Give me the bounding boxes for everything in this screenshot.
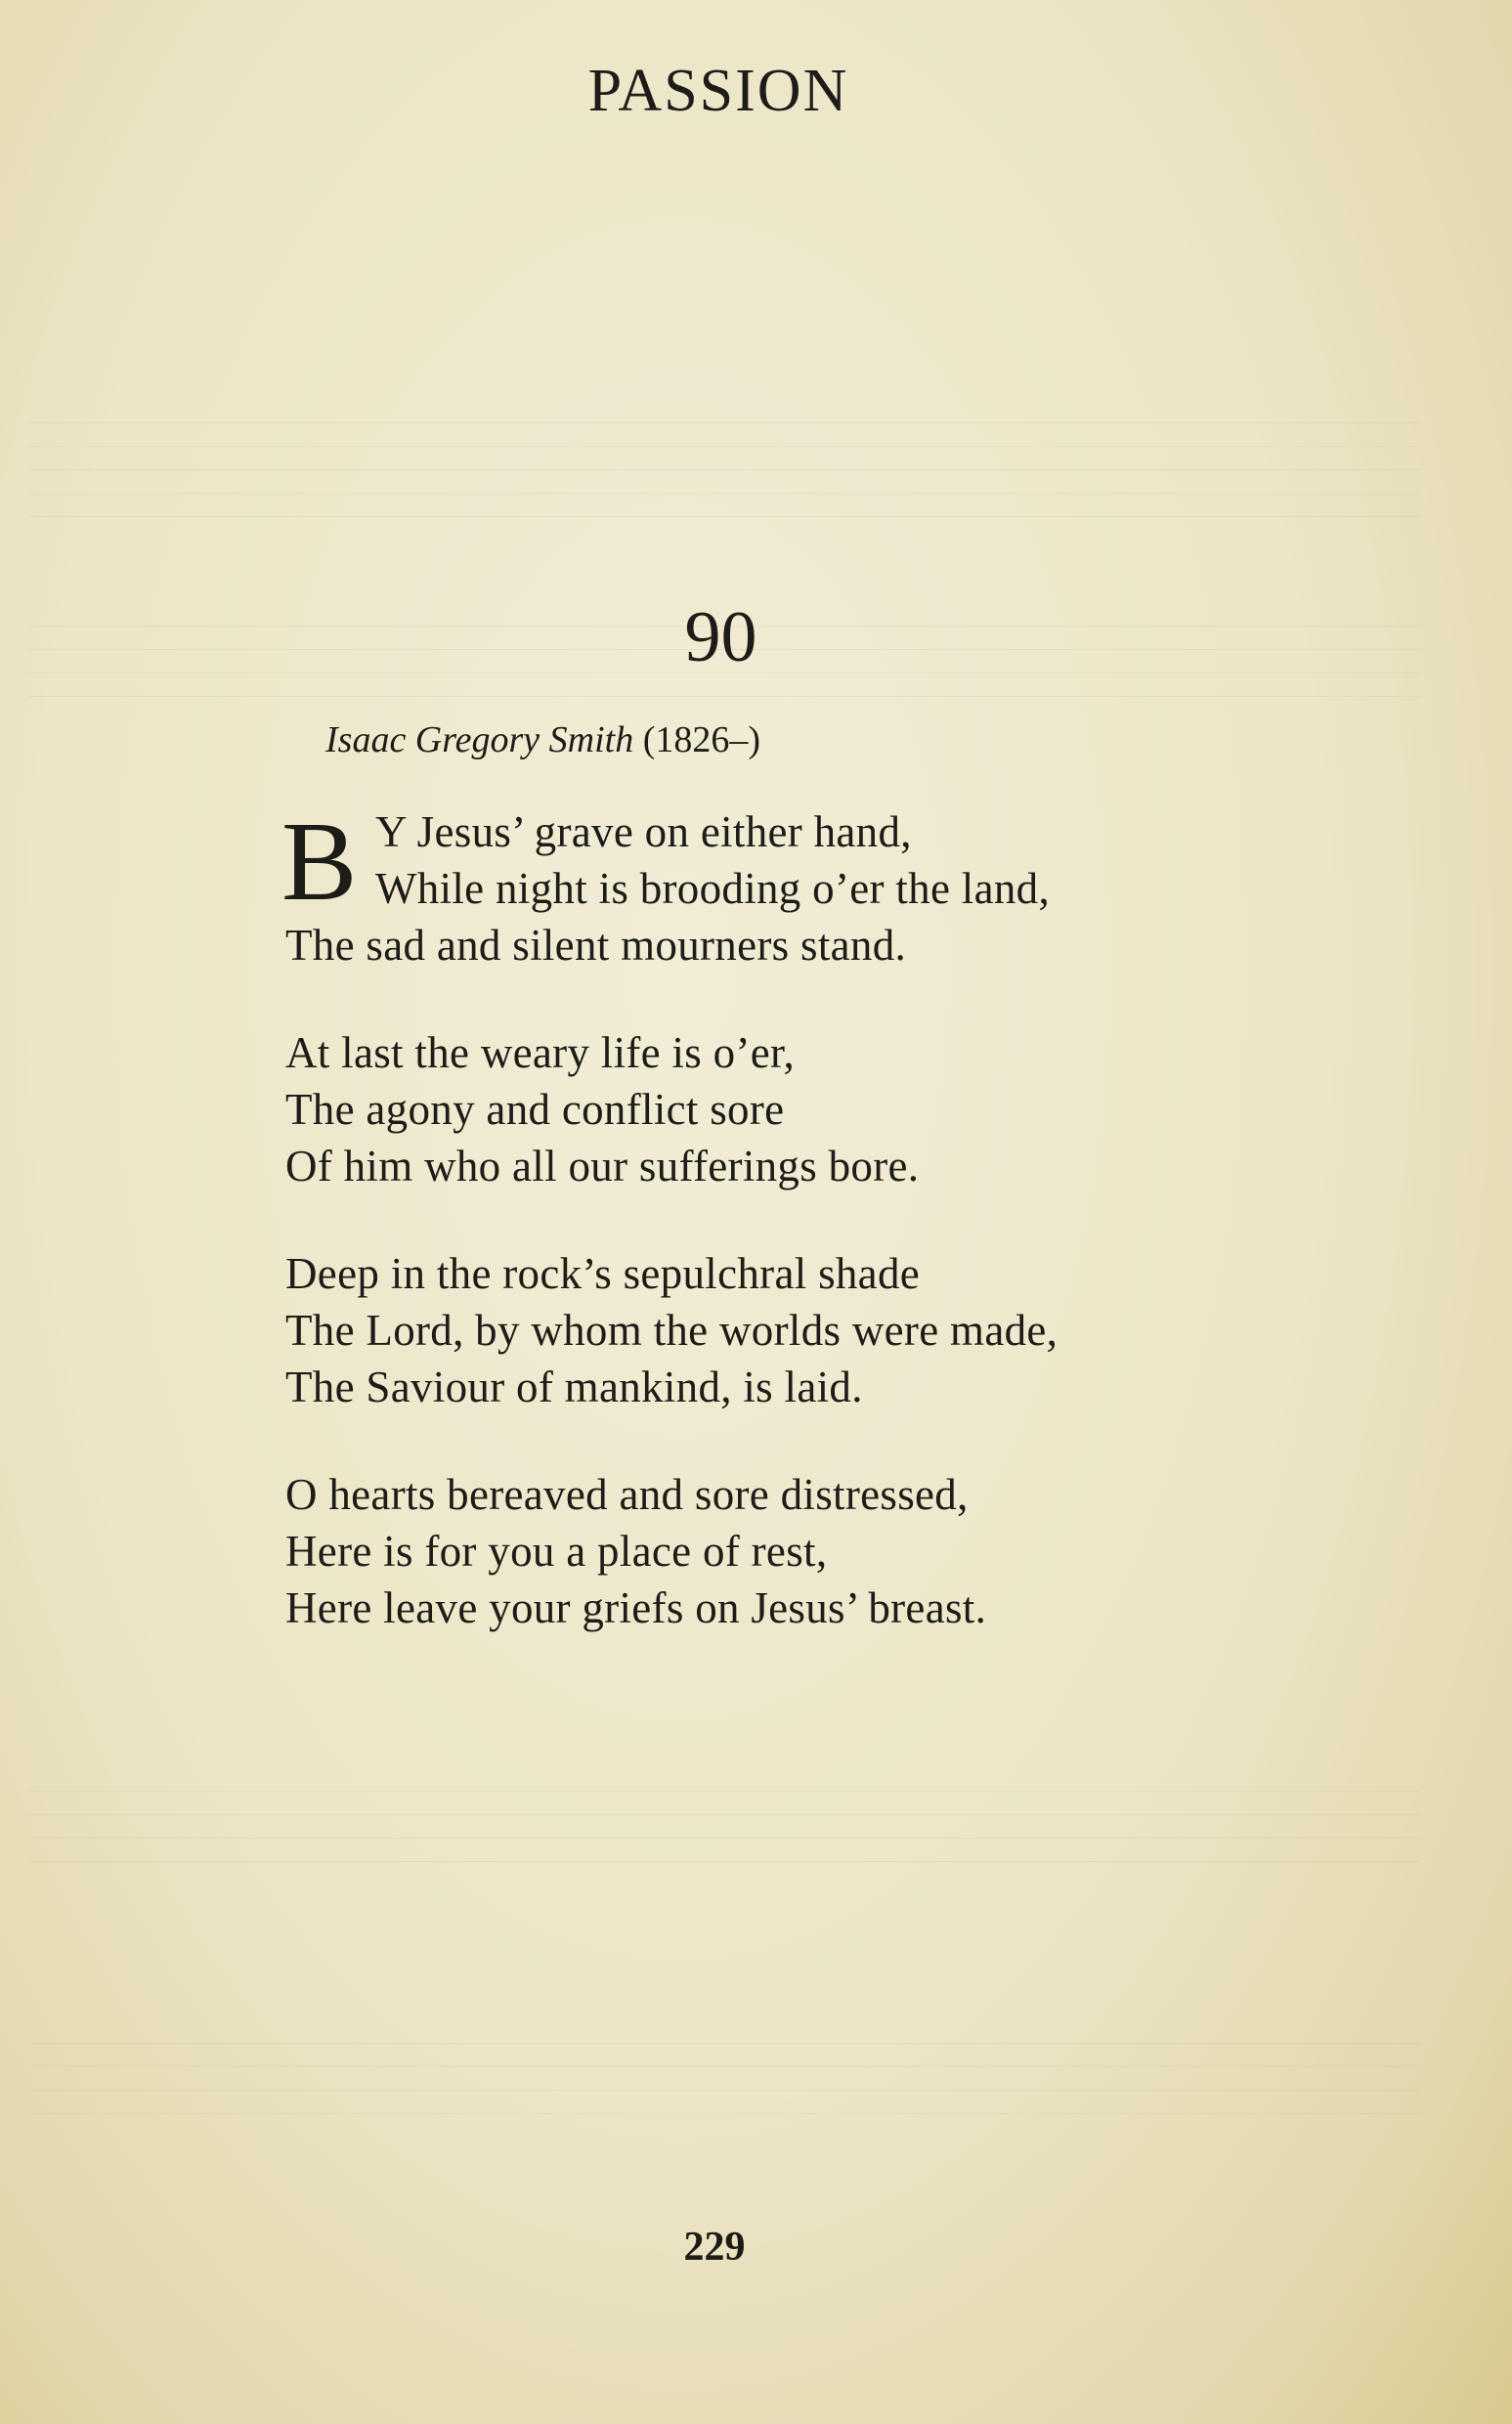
stanza-2: [285, 1024, 1263, 1194]
stanza-3: [285, 1245, 1263, 1415]
page-number: 229: [683, 2225, 746, 2270]
poem-line: Of him who all our sufferings bore.: [285, 1142, 920, 1190]
stanza-1: [281, 800, 1263, 974]
author-name: Isaac Gregory Smith: [325, 719, 634, 760]
hymn-number: 90: [684, 597, 757, 677]
stanza-4: [285, 1466, 1263, 1636]
running-head: PASSION: [587, 58, 849, 124]
poem-line: Deep in the rock’s sepulchral shade: [285, 1249, 921, 1298]
poem-line: Y Jesus’ grave on either hand,: [375, 807, 912, 856]
poem-line: At last the weary life is o’er,: [285, 1028, 796, 1077]
poem-line: Here is for you a place of rest,: [285, 1527, 828, 1576]
poem-line: The sad and silent mourners stand.: [285, 921, 907, 970]
author-dates: (1826–): [642, 719, 761, 760]
poem-line: The Lord, by whom the worlds were made,: [285, 1306, 1058, 1355]
poem-line: O hearts bereaved and sore distressed,: [285, 1470, 969, 1519]
drop-cap: B: [281, 800, 358, 925]
poem-line: Here leave your griefs on Jesus’ breast.: [285, 1583, 987, 1632]
poem: [281, 800, 1263, 1687]
author-attribution: [325, 718, 760, 761]
poem-line: The agony and conflict sore: [285, 1085, 785, 1134]
poem-line: While night is brooding o’er the land,: [375, 864, 1051, 913]
poem-line: The Saviour of mankind, is laid.: [285, 1363, 863, 1411]
